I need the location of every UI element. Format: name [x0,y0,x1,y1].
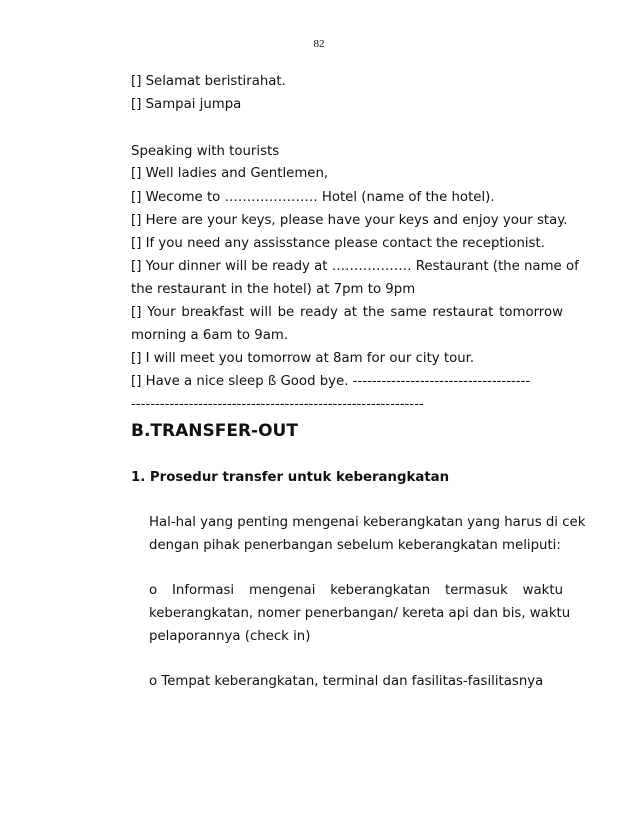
page-number: 82 [313,38,325,50]
bullet-line: keberangkatan, nomer penerbangan/ kereta api dan bis, waktu [149,606,571,621]
subsection-heading: 1. Prosedur transfer untuk keberangkatan [131,470,450,485]
bullet-line: o Tempat keberangkatan, terminal dan fasilitas-fasilitasnya [149,674,544,689]
speaking-line: [] Here are your keys, please have your keys and enjoy your stay. [131,213,568,228]
closing-line: [] Sampai jumpa [131,97,242,112]
speaking-line: [] Have a nice sleep ß Good bye. ------------------------------------- [131,374,531,389]
speaking-line: [] Well ladies and Gentlemen, [131,166,329,181]
intro-line: dengan pihak penerbangan sebelum keberangkatan meliputi: [149,538,561,553]
speaking-line: morning a 6am to 9am. [131,328,289,343]
speaking-line: [] Your breakfast will be ready at the same restaurat tomorrow [131,305,563,320]
intro-line: Hal-hal yang penting mengenai keberangkatan yang harus di cek [149,515,586,530]
speaking-line: [] Wecome to ………………… Hotel (name of the hotel). [131,190,495,205]
speaking-line: [] I will meet you tomorrow at 8am for our city tour. [131,351,475,366]
speaking-line: [] If you need any assisstance please contact the receptionist. [131,236,545,251]
section-heading: B.TRANSFER-OUT [131,421,298,441]
closing-line: [] Selamat beristirahat. [131,74,286,89]
speaking-title: Speaking with tourists [131,144,280,159]
speaking-line: the restaurant in the hotel) at 7pm to 9pm [131,282,416,297]
speaking-line: [] Your dinner will be ready at ……………… Restaurant (the name of [131,259,579,274]
bullet-line: pelaporannya (check in) [149,629,311,644]
speaking-line: ------------------------------------------------------------- [131,397,424,412]
bullet-line: o Informasi mengenai keberangkatan termasuk waktu [149,583,563,598]
